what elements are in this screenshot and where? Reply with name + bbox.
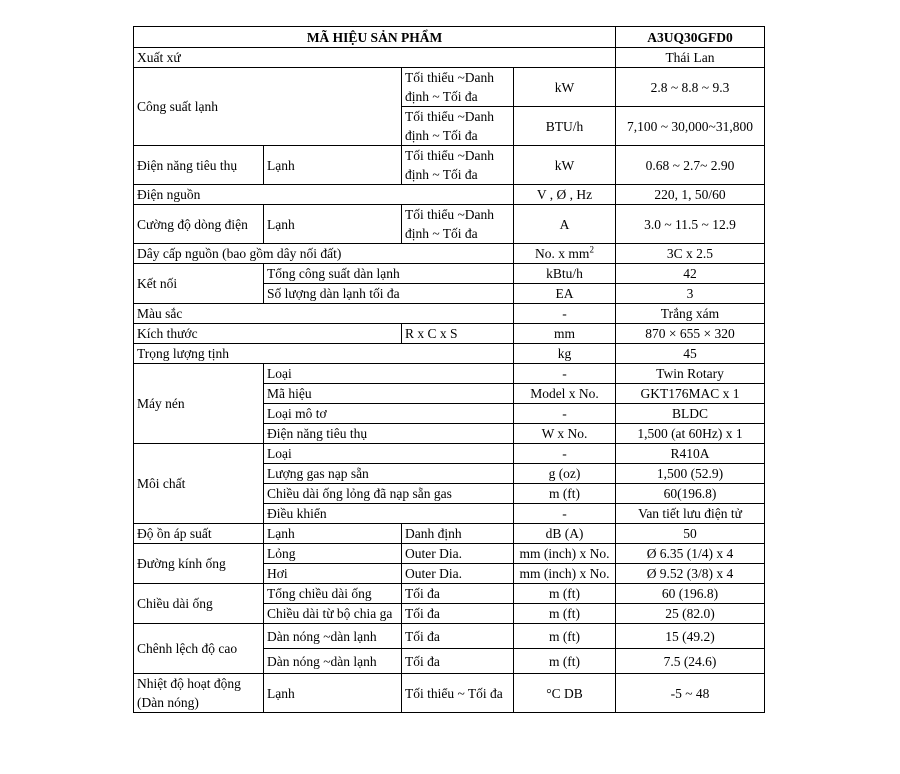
- refrigerant-row-label: Loại: [264, 444, 514, 464]
- dimensions-value: 870 × 655 × 320: [616, 324, 765, 344]
- spec-table: [133, 26, 765, 713]
- operating-temp-mode: Lạnh: [264, 674, 402, 713]
- header-model: A3UQ30GFD0: [616, 27, 765, 48]
- net-weight-value: 45: [616, 344, 765, 364]
- height-diff-label: Chênh lệch độ cao: [134, 624, 264, 674]
- pipe-length-total-label: Tổng chiều dài ống: [264, 584, 402, 604]
- refrigerant-row-unit: -: [514, 504, 616, 524]
- current-value: 3.0 ~ 11.5 ~ 12.9: [616, 205, 765, 244]
- cooling-capacity-unit-1: kW: [514, 68, 616, 107]
- table-row: [134, 146, 765, 185]
- compressor-row-unit: W x No.: [514, 424, 616, 444]
- net-weight-unit: kg: [514, 344, 616, 364]
- connection-total-unit: kBtu/h: [514, 264, 616, 284]
- operating-temp-unit: °C DB: [514, 674, 616, 713]
- refrigerant-row-value: 60(196.8): [616, 484, 765, 504]
- origin-value: Thái Lan: [616, 48, 765, 68]
- table-row: [134, 364, 765, 384]
- pipe-gas-sub: Outer Dia.: [402, 564, 514, 584]
- power-source-value: 220, 1, 50/60: [616, 185, 765, 205]
- power-cable-unit: No. x $mm^2$: [514, 244, 616, 264]
- pipe-length-total-sub: Tối đa: [402, 584, 514, 604]
- noise-value: 50: [616, 524, 765, 544]
- refrigerant-row-label: Lượng gas nạp sẵn: [264, 464, 514, 484]
- cooling-capacity-value-2: 7,100 ~ 30,000~31,800: [616, 107, 765, 146]
- compressor-row-value: GKT176MAC x 1: [616, 384, 765, 404]
- table-row: [134, 584, 765, 604]
- current-unit: A: [514, 205, 616, 244]
- compressor-row-value: 1,500 (at 60Hz) x 1: [616, 424, 765, 444]
- power-source-label: Điện nguồn: [134, 185, 514, 205]
- operating-temp-value: -5 ~ 48: [616, 674, 765, 713]
- pipe-length-branch-label: Chiều dài từ bộ chia ga: [264, 604, 402, 624]
- current-range: Tối thiểu ~Danh định ~ Tối đa: [402, 205, 514, 244]
- height-diff-row2-value: 7.5 (24.6): [616, 649, 765, 674]
- compressor-row-unit: -: [514, 364, 616, 384]
- noise-unit: dB (A): [514, 524, 616, 544]
- connection-label: Kết nối: [134, 264, 264, 304]
- pipe-length-total-unit: m (ft): [514, 584, 616, 604]
- height-diff-row1-label: Dàn nóng ~dàn lạnh: [264, 624, 402, 649]
- height-diff-row1-unit: m (ft): [514, 624, 616, 649]
- noise-sub: Danh định: [402, 524, 514, 544]
- refrigerant-row-unit: g (oz): [514, 464, 616, 484]
- compressor-row-label: Loại mô tơ: [264, 404, 514, 424]
- dimensions-unit: mm: [514, 324, 616, 344]
- table-header-row: [134, 27, 765, 48]
- power-cable-label: Dây cấp nguồn (bao gồm dây nối đất): [134, 244, 514, 264]
- power-consumption-label: Điện năng tiêu thụ: [134, 146, 264, 185]
- pipe-liquid-value: Ø 6.35 (1/4) x 4: [616, 544, 765, 564]
- height-diff-row2-sub: Tối đa: [402, 649, 514, 674]
- pipe-liquid-unit: mm (inch) x No.: [514, 544, 616, 564]
- origin-label: Xuất xứ: [134, 48, 616, 68]
- compressor-label: Máy nén: [134, 364, 264, 444]
- refrigerant-row-unit: m (ft): [514, 484, 616, 504]
- cooling-capacity-value-1: 2.8 ~ 8.8 ~ 9.3: [616, 68, 765, 107]
- pipe-liquid-sub: Outer Dia.: [402, 544, 514, 564]
- pipe-gas-label: Hơi: [264, 564, 402, 584]
- dimensions-sub: R x C x S: [402, 324, 514, 344]
- refrigerant-label: Môi chất: [134, 444, 264, 524]
- pipe-length-branch-unit: m (ft): [514, 604, 616, 624]
- table-row: [134, 205, 765, 244]
- table-row: [134, 304, 765, 324]
- current-label: Cường độ dòng điện: [134, 205, 264, 244]
- compressor-row-value: Twin Rotary: [616, 364, 765, 384]
- refrigerant-row-value: 1,500 (52.9): [616, 464, 765, 484]
- table-row: [134, 264, 765, 284]
- compressor-row-label: Điện năng tiêu thụ: [264, 424, 514, 444]
- table-row: [134, 48, 765, 68]
- cooling-capacity-range-1: Tối thiểu ~Danh định ~ Tối đa: [402, 68, 514, 107]
- connection-total-value: 42: [616, 264, 765, 284]
- power-consumption-mode: Lạnh: [264, 146, 402, 185]
- table-row: [134, 444, 765, 464]
- refrigerant-row-label: Chiều dài ống lỏng đã nạp sẵn gas: [264, 484, 514, 504]
- pipe-length-branch-sub: Tối đa: [402, 604, 514, 624]
- noise-mode: Lạnh: [264, 524, 402, 544]
- refrigerant-row-value: Van tiết lưu điện tử: [616, 504, 765, 524]
- table-row: [134, 185, 765, 205]
- compressor-row-unit: Model x No.: [514, 384, 616, 404]
- power-source-unit: V , Ø , Hz: [514, 185, 616, 205]
- table-row: [134, 68, 765, 107]
- height-diff-row1-value: 15 (49.2): [616, 624, 765, 649]
- refrigerant-row-unit: -: [514, 444, 616, 464]
- compressor-row-label: Loại: [264, 364, 514, 384]
- table-row: [134, 524, 765, 544]
- pipe-length-branch-value: 25 (82.0): [616, 604, 765, 624]
- height-diff-row1-sub: Tối đa: [402, 624, 514, 649]
- compressor-row-label: Mã hiệu: [264, 384, 514, 404]
- table-row: [134, 324, 765, 344]
- compressor-row-unit: -: [514, 404, 616, 424]
- connection-count-value: 3: [616, 284, 765, 304]
- power-consumption-value: 0.68 ~ 2.7~ 2.90: [616, 146, 765, 185]
- connection-count-unit: EA: [514, 284, 616, 304]
- height-diff-row2-unit: m (ft): [514, 649, 616, 674]
- connection-count-label: Số lượng dàn lạnh tối đa: [264, 284, 514, 304]
- connection-total-label: Tổng công suất dàn lạnh: [264, 264, 514, 284]
- power-cable-value: 3C x 2.5: [616, 244, 765, 264]
- cooling-capacity-label: Công suất lạnh: [134, 68, 402, 146]
- cooling-capacity-range-2: Tối thiểu ~Danh định ~ Tối đa: [402, 107, 514, 146]
- table-row: [134, 544, 765, 564]
- table-row: [134, 674, 765, 713]
- pipe-diameter-label: Đường kính ống: [134, 544, 264, 584]
- net-weight-label: Trọng lượng tịnh: [134, 344, 514, 364]
- table-row: [134, 244, 765, 264]
- pipe-liquid-label: Lỏng: [264, 544, 402, 564]
- pipe-length-total-value: 60 (196.8): [616, 584, 765, 604]
- operating-temp-label: Nhiệt độ hoạt động (Dàn nóng): [134, 674, 264, 713]
- color-label: Màu sắc: [134, 304, 514, 324]
- refrigerant-row-label: Điều khiển: [264, 504, 514, 524]
- refrigerant-row-value: R410A: [616, 444, 765, 464]
- cooling-capacity-unit-2: BTU/h: [514, 107, 616, 146]
- pipe-length-label: Chiều dài ống: [134, 584, 264, 624]
- color-unit: -: [514, 304, 616, 324]
- current-mode: Lạnh: [264, 205, 402, 244]
- pipe-gas-value: Ø 9.52 (3/8) x 4: [616, 564, 765, 584]
- height-diff-row2-label: Dàn nóng ~dàn lạnh: [264, 649, 402, 674]
- power-consumption-unit: kW: [514, 146, 616, 185]
- header-title: MÃ HIỆU SẢN PHẨM: [134, 27, 616, 48]
- operating-temp-range: Tối thiểu ~ Tối đa: [402, 674, 514, 713]
- table-row: [134, 624, 765, 649]
- pipe-gas-unit: mm (inch) x No.: [514, 564, 616, 584]
- power-consumption-range: Tối thiểu ~Danh định ~ Tối đa: [402, 146, 514, 185]
- color-value: Trắng xám: [616, 304, 765, 324]
- table-row: [134, 344, 765, 364]
- compressor-row-value: BLDC: [616, 404, 765, 424]
- dimensions-label: Kích thước: [134, 324, 402, 344]
- noise-label: Độ ồn áp suất: [134, 524, 264, 544]
